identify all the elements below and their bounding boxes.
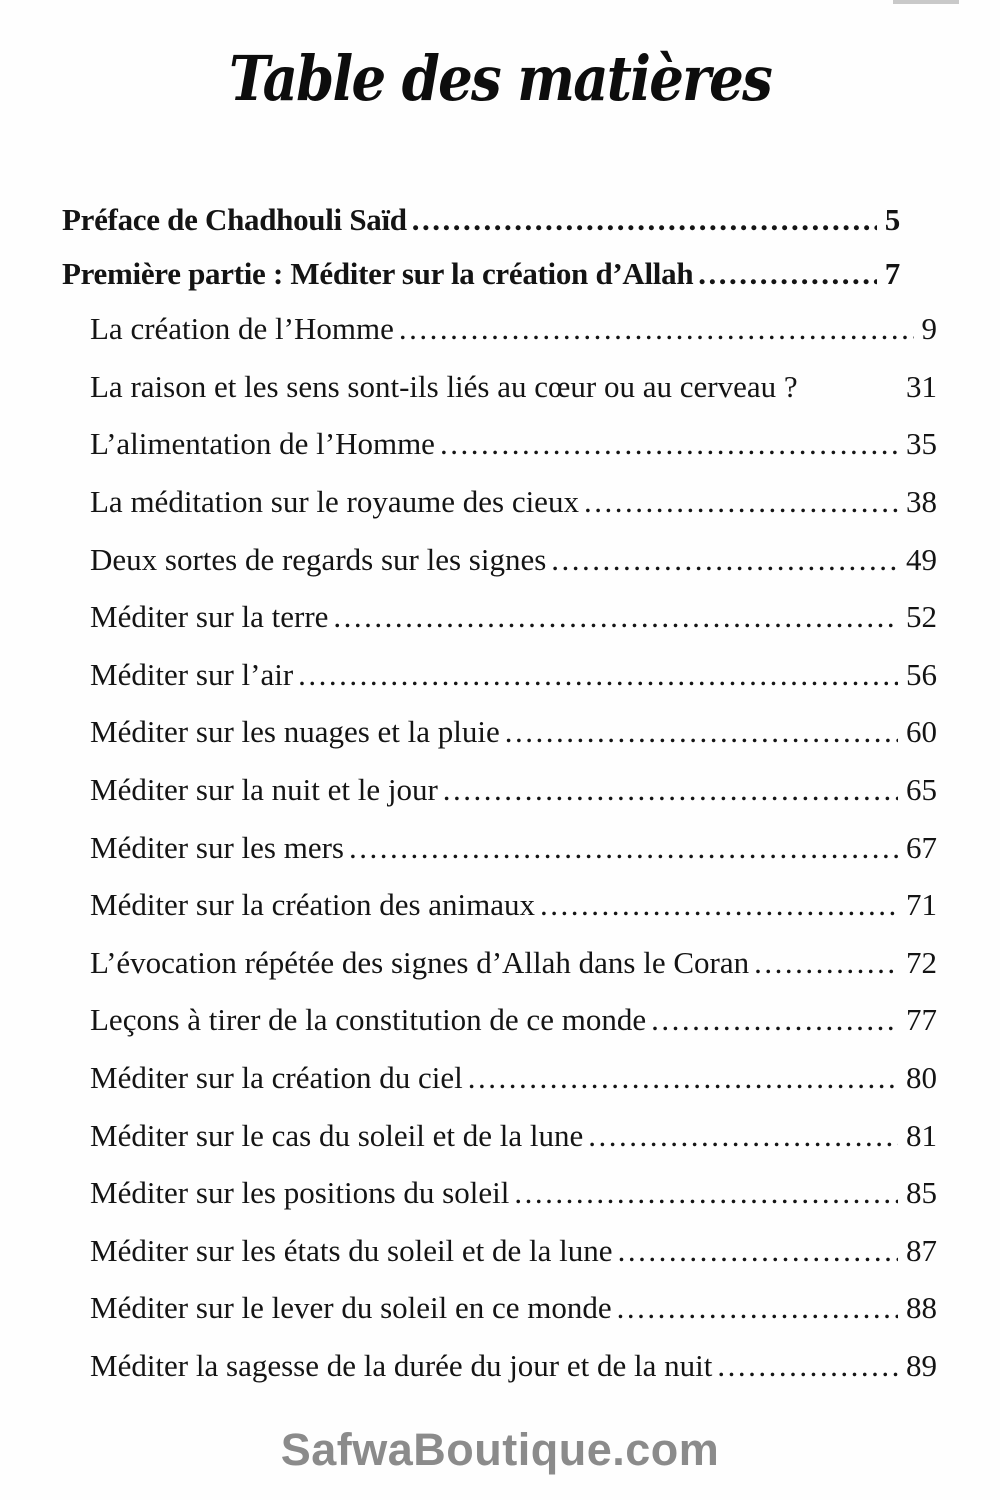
toc-page-number: 77 [906, 1002, 937, 1038]
scan-edge-artifact [893, 0, 959, 4]
toc-entry-label: Deux sortes de regards sur les signes [90, 541, 547, 577]
toc-page-number: 60 [906, 714, 937, 750]
toc-dot-leader [440, 428, 898, 459]
toc-entry-label: Méditer sur la création des animaux [90, 887, 536, 923]
toc-entry [62, 1222, 937, 1280]
toc-dot-leader [618, 1235, 898, 1266]
toc-page-number: 67 [906, 829, 937, 865]
toc-page-number: 65 [906, 772, 937, 808]
toc-entry [62, 588, 937, 646]
toc-page-number: 88 [906, 1290, 937, 1326]
toc-page-number: 35 [906, 426, 937, 462]
toc-page-number: 49 [906, 541, 937, 577]
toc-entry-label: La création de l’Homme [90, 311, 394, 347]
toc-page-number: 81 [906, 1117, 937, 1153]
watermark-text: SafwaBoutique.com [280, 1424, 720, 1475]
toc-entry-label: Méditer sur les positions du soleil [90, 1175, 510, 1211]
toc-entry [62, 192, 937, 246]
toc-dot-leader [717, 1350, 898, 1381]
toc-page-number: 5 [884, 201, 900, 237]
toc-entry [62, 530, 937, 588]
toc-page-number: 87 [906, 1232, 937, 1268]
toc-dot-leader [584, 486, 898, 517]
toc-dot-leader [754, 947, 898, 978]
toc-entry-label: L’alimentation de l’Homme [90, 426, 435, 462]
toc-page-number: 72 [906, 944, 937, 980]
toc-entry-label: L’évocation répétée des signes d’Allah dans le Coran [90, 944, 750, 980]
toc-entry [62, 415, 937, 473]
toc-entry-label: Leçons à tirer de la constitution de ce monde [90, 1002, 647, 1038]
toc-entry-label: Méditer sur l’air [90, 656, 294, 692]
toc-entry [62, 1049, 937, 1107]
toc-entry [62, 703, 937, 761]
toc-entry [62, 761, 937, 819]
toc-entry-label: Préface de Chadhouli Saïd [62, 201, 407, 237]
toc-dot-leader [443, 774, 898, 805]
toc-entry-label: Méditer sur la terre [90, 599, 329, 635]
toc-entry-label: Méditer sur la création du ciel [90, 1060, 463, 1096]
toc-page-number: 52 [906, 599, 937, 635]
toc-page-number: 80 [906, 1060, 937, 1096]
toc-entry-label: Méditer sur les états du soleil et de la lune [90, 1232, 613, 1268]
toc-entry [62, 1106, 937, 1164]
toc-dot-leader [617, 1292, 898, 1323]
toc-page-number: 7 [884, 255, 900, 291]
toc-dot-leader [333, 601, 898, 632]
toc-entry-label: Méditer sur la nuit et le jour [90, 772, 438, 808]
toc-entry-label: Méditer sur le cas du soleil et de la lune [90, 1117, 584, 1153]
toc-dot-leader [399, 313, 914, 344]
toc-entry-label: Méditer la sagesse de la durée du jour et de la nuit [90, 1347, 713, 1383]
toc-entry [62, 246, 937, 300]
toc-dot-leader [412, 204, 877, 235]
toc-entry [62, 876, 937, 934]
toc-entry-label: La raison et les sens sont-ils liés au cœur ou au cerveau ? [90, 368, 798, 404]
toc-entry [62, 646, 937, 704]
toc-page-number: 56 [906, 656, 937, 692]
toc-entry [62, 1279, 937, 1337]
toc-page-number: 89 [906, 1347, 937, 1383]
toc-entry [62, 300, 937, 358]
toc-entry [62, 473, 937, 531]
toc-entry-label: Méditer sur les nuages et la pluie [90, 714, 500, 750]
toc-dot-leader [505, 716, 898, 747]
toc-page-number: 38 [906, 484, 937, 520]
toc-entry [62, 1337, 937, 1395]
toc-page-number: 71 [906, 887, 937, 923]
toc-dot-leader [349, 832, 898, 863]
toc-entry-label: La méditation sur le royaume des cieux [90, 484, 579, 520]
toc-entry [62, 991, 937, 1049]
toc-dot-leader [540, 889, 898, 920]
toc-entry-label: Méditer sur le lever du soleil en ce monde [90, 1290, 612, 1326]
toc-dot-leader [551, 544, 898, 575]
toc-entry [62, 358, 937, 416]
page-title: Table des matières [228, 42, 772, 115]
toc-dot-leader [651, 1004, 898, 1035]
toc-entry [62, 818, 937, 876]
table-of-contents [0, 192, 1000, 1394]
toc-page-number: 85 [906, 1175, 937, 1211]
toc-entry [62, 1164, 937, 1222]
toc-page-number: 9 [921, 311, 937, 347]
toc-dot-leader [698, 258, 877, 289]
toc-dot-leader [514, 1177, 898, 1208]
toc-dot-leader [468, 1062, 898, 1093]
toc-entry-label: Première partie : Méditer sur la création d’Allah [62, 255, 694, 291]
toc-dot-leader [298, 659, 898, 690]
toc-dot-leader [588, 1120, 898, 1151]
toc-entry [62, 934, 937, 992]
toc-entry-label: Méditer sur les mers [90, 829, 344, 865]
toc-page-number: 31 [906, 368, 937, 404]
